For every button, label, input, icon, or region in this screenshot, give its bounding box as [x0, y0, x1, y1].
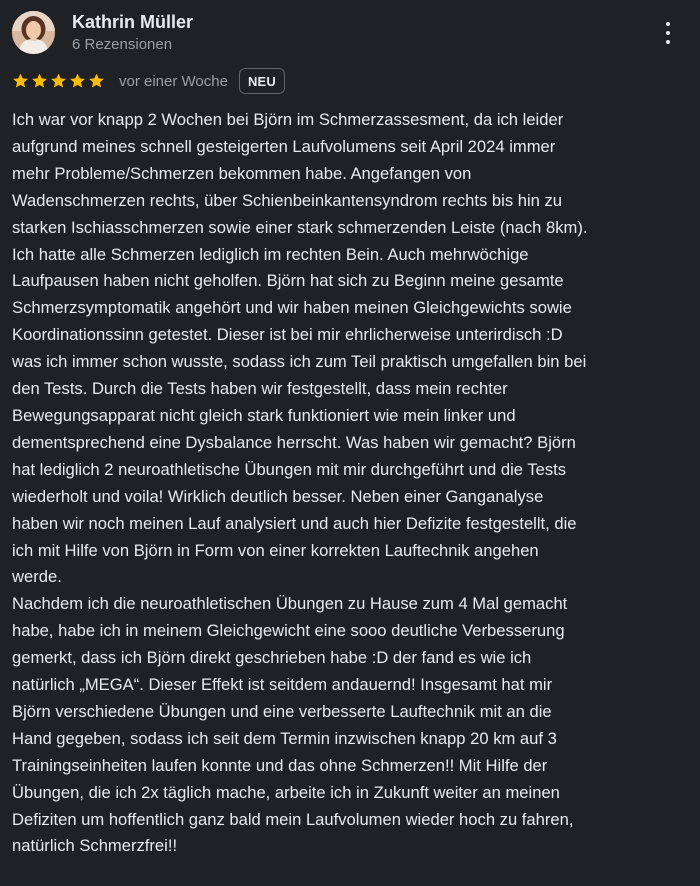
star-icon: [68, 72, 87, 90]
new-badge: NEU: [239, 68, 285, 94]
review-meta: [11, 68, 285, 94]
star-rating: [11, 72, 106, 90]
avatar[interactable]: [12, 11, 55, 54]
review-time: vor einer Woche: [119, 72, 228, 90]
review-count[interactable]: 6 Rezensionen: [72, 36, 173, 53]
star-icon: [49, 72, 68, 90]
star-icon: [11, 72, 30, 90]
review-paragraph-2: Nachdem ich die neuroathletischen Übungen zu Hause zum 4 Mal gemacht habe, habe ich in meinem Gleichgewicht eine sooo deutliche Verbesserung gemerkt, dass ich Björn direkt geschrieben habe :D der fand es wie ich natürlich „MEGA“. Dieser Effekt ist seitdem andauernd! Insgesamt hat mir Björn verschiedene Übungen und eine verbesserte Lauftechnik mit an die Hand gegeben, sodass ich seit dem Termin inzwischen knapp 20 km auf 3 Trainingseinheiten laufen konnte und das ohne Schmerzen!! Mit Hilfe der Übungen, die ich 2x täglich mache, arbeite ich in Zukunft weiter an meinen Defiziten um hoffentlich ganz bald mein Laufvolumen wieder hoch zu fahren, natürlich Schmerzfrei!!: [12, 594, 574, 856]
more-vertical-icon[interactable]: [655, 20, 681, 46]
star-icon: [87, 72, 106, 90]
review-paragraph-1: Ich war vor knapp 2 Wochen bei Björn im Schmerzassesment, da ich leider aufgrund meines schnell gesteigerten Laufvolumens seit April 2024 immer mehr Probleme/Schmerzen bekommen habe. Angefangen von Wadenschmerzen rechts, über Schienbeinkantensyndrom rechts bis hin zu starken Ischiasschmerzen sowie einer stark schmerzenden Leiste (nach 8km). Ich hatte alle Schmerzen lediglich im rechten Bein. Auch mehrwöchige Laufpausen haben nicht geholfen. Björn hat sich zu Beginn meine gesamte Schmerzsymptomatik angehört und wir haben meinen Gleichgewichts sowie Koordinationssinn getestet. Dieser ist bei mir ehrlicherweise unterirdisch :D was ich immer schon wusste, sodass ich zum Teil praktisch umgefallen bin bei den Tests. Durch die Tests haben wir festgestellt, dass mein rechter Bewegungsapparat nicht gleich stark funktioniert wie mein linker und dementsprechend eine Dysbalance herrscht. Was haben wir gemacht? Björn hat lediglich 2 neuroathletische Übungen mit mir durchgeführt und die Tests wiederholt und voila! Wirklich deutlich besser. Neben einer Ganganalyse haben wir noch meinen Lauf analysiert und auch hier Defizite festgestellt, die ich mit Hilfe von Björn in Form von einer korrekten Lauftechnik angehen werde.: [12, 110, 588, 587]
review-text: [12, 107, 684, 860]
reviewer-name[interactable]: Kathrin Müller: [72, 12, 194, 32]
star-icon: [30, 72, 49, 90]
